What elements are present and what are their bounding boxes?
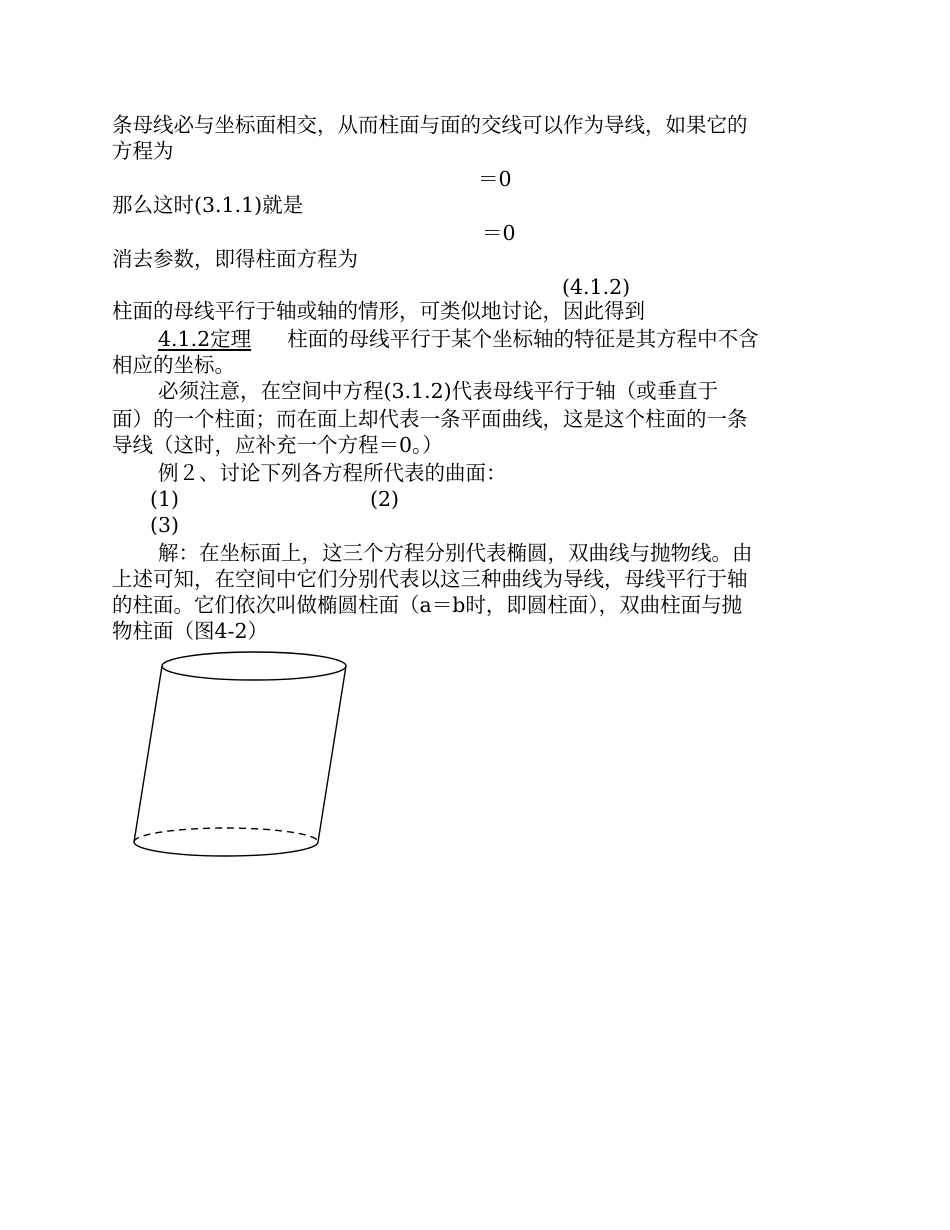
theorem-text: 柱面的母线平行于某个坐标轴的特征是其方程中不含 — [287, 327, 759, 351]
example-item-3: (3) — [150, 513, 180, 537]
text-line-9: 导线（这时，应补充一个方程＝0。） — [112, 433, 443, 457]
example-item-1: (1) — [150, 487, 180, 511]
cylinder-left-generatrix — [134, 666, 162, 842]
text-line-3: 那么这时(3.1.1)就是 — [112, 193, 304, 217]
equation-number-4-1-2: (4.1.2) — [562, 275, 631, 299]
cylinder-top-ellipse — [162, 652, 346, 680]
solution-line-2: 上述可知，在空间中它们分别代表以这三种曲线为导线，母线平行于轴 — [112, 567, 748, 591]
solution-line-1: 解：在坐标面上，这三个方程分别代表椭圆，双曲线与抛物线。由 — [158, 541, 753, 565]
solution-line-4: 物柱面（图4-2） — [112, 619, 269, 643]
text-line-8: 面）的一个柱面；而在面上却代表一条平面曲线，这是这个柱面的一条 — [112, 407, 748, 431]
example-heading: 例２、讨论下列各方程所代表的曲面： — [158, 461, 507, 485]
theorem-label: 4.1.2定理 — [158, 327, 252, 351]
elliptic-cylinder-figure — [120, 645, 360, 870]
theorem-line — [158, 326, 759, 352]
example-item-2: (2) — [370, 487, 400, 511]
text-line-5: 柱面的母线平行于轴或轴的情形，可类似地讨论，因此得到 — [112, 299, 645, 323]
text-line-1: 条母线必与坐标面相交，从而柱面与面的交线可以作为导线，如果它的 — [112, 113, 748, 137]
cylinder-bottom-visible-arc — [134, 842, 318, 856]
solution-line-3: 的柱面。它们依次叫做椭圆柱面（a＝b时，即圆柱面），双曲柱面与抛 — [112, 593, 743, 617]
text-line-4: 消去参数，即得柱面方程为 — [112, 247, 358, 271]
cylinder-right-generatrix — [318, 666, 346, 842]
text-line-2: 方程为 — [112, 139, 174, 163]
text-line-7: 必须注意，在空间中方程(3.1.2)代表母线平行于轴（或垂直于 — [158, 379, 719, 403]
cylinder-bottom-hidden-arc — [134, 828, 318, 842]
equation-2: ＝0 — [482, 221, 516, 245]
text-line-6: 相应的坐标。 — [112, 353, 235, 377]
equation-1: ＝0 — [478, 167, 512, 191]
